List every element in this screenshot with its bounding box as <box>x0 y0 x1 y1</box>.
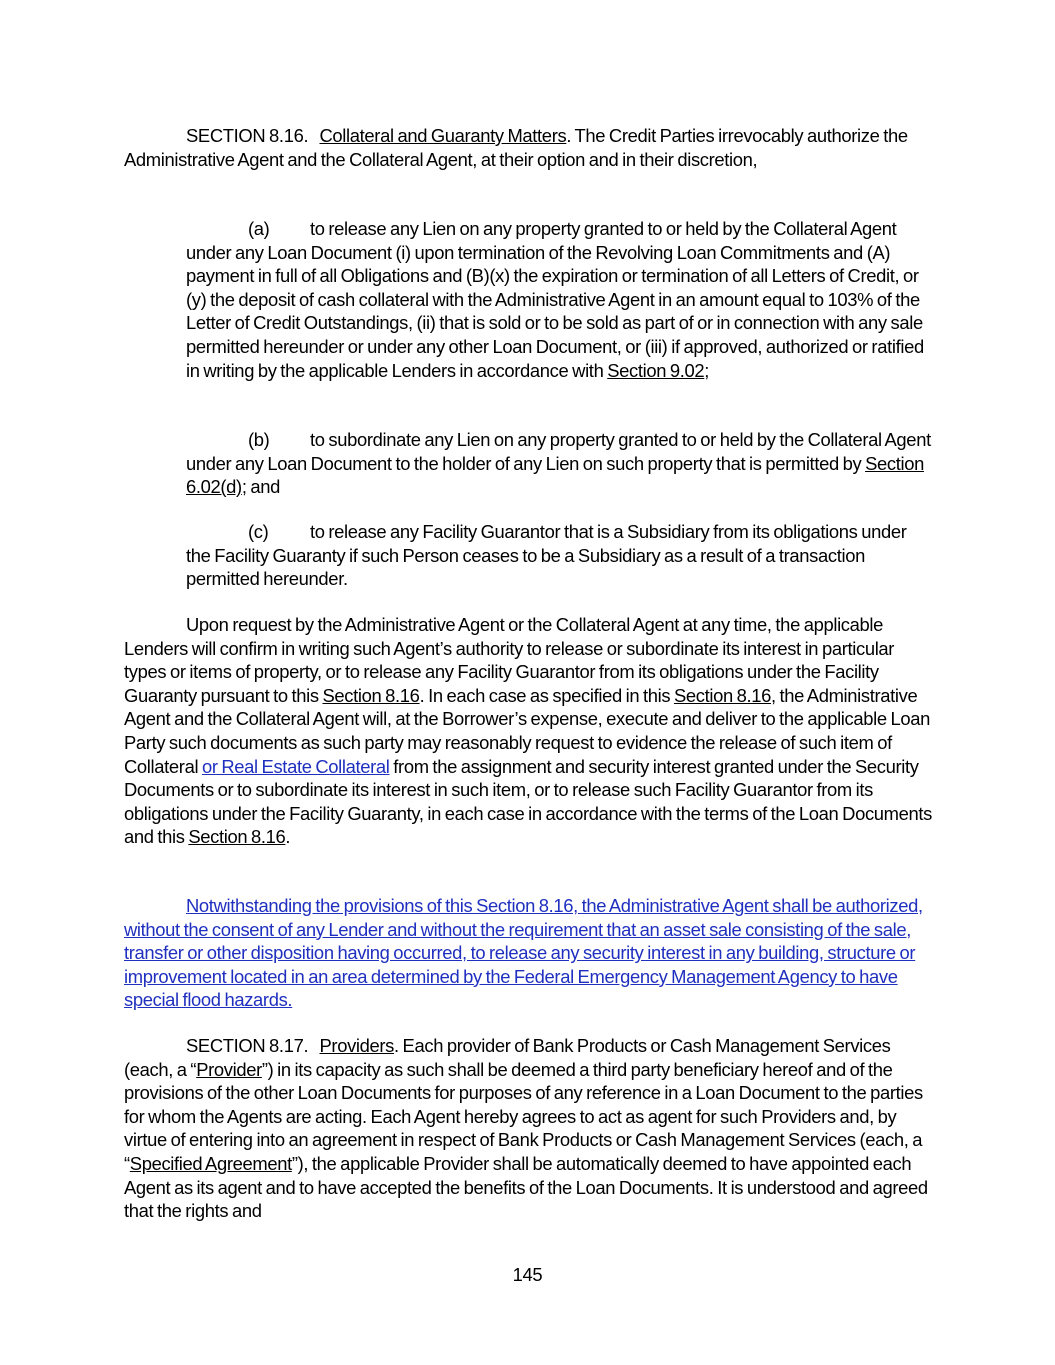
upon-text-1: Upon request by the Administrative Agent or the Collateral Agent at any time, the applicable Lenders will confirm in writing such Agent’s authority to release or subordinate its interest in particular types or items of property, or to release any Facility Guarantor from its obligations under the Facility Guaranty pursuant to this <box>124 614 895 706</box>
section-8-17-text-1: . Each provider of Bank Products or Cash Management Services (each, a “ <box>124 1035 891 1080</box>
defined-term-provider: Provider <box>196 1058 262 1080</box>
section-8-17-text-3: ”), the applicable Provider shall be automatically deemed to have appointed each Agent as its agent and to have accepted the benefits of the Loan Documents. It is understood and agreed that the rights and <box>124 1152 928 1222</box>
clause-c-label: (c) <box>248 521 269 542</box>
defined-term-specified-agreement: Specified Agreement <box>129 1152 292 1174</box>
section-8-16-number: SECTION 8.16. <box>186 125 309 146</box>
clause-a-text: to release any Lien on any property granted to or held by the Collateral Agent under any Loan Document (i) upon termination of the Revolving Loan Commitments and (A) payment in full of all Obligations and (B)(x) the expiration or termination of all Letters of Credit, or (y) the deposit of cash collateral with the Administrative Agent in an amount equal to 103% of the Letter of Credit Outstandings, (ii) that is sold or to be sold as part of or in connection with any sale permitted hereunder or under any other Loan Document, or (iii) if approved, authorized or ratified in writing by the applicable Lenders in accordance with <box>186 218 924 381</box>
clause-a-tail: ; <box>704 359 710 381</box>
upon-request-paragraph <box>124 613 936 849</box>
inserted-notwithstanding-text: Notwithstanding the provisions of this Section 8.16, the Administrative Agent shall be authorized, without the consent of any Lender and without the requirement that an asset sale consisting of the sale, transfer or other disposition having occurred, to release any security interest in any building, structure or improvement located in an area determined by the Federal Emergency Management Agency to have special flood hazards. <box>124 895 923 1011</box>
clause-a-reference: Section 9.02 <box>607 359 705 381</box>
upon-reference-2: Section 8.16 <box>673 684 771 706</box>
clause-b-tail: ; and <box>241 476 280 498</box>
upon-text-5: . <box>285 826 291 848</box>
notwithstanding-paragraph <box>124 894 936 1012</box>
section-8-16-paragraph <box>124 124 936 171</box>
upon-text-4: from the assignment and security interest granted under the Security Documents or to subordinate its interest in such item, or to release such Facility Guarantor from its obligations under the Facility Guaranty, in each case in accordance with the terms of the Loan Documents and this <box>124 755 933 848</box>
inserted-text-real-estate: or Real Estate Collateral <box>201 755 390 777</box>
clause-a-label: (a) <box>248 218 270 239</box>
clause-a <box>186 217 931 382</box>
section-8-16-intro: . The Credit Parties irrevocably authorize the Administrative Agent and the Collateral Agent, at their option and in their discretion, <box>124 125 908 170</box>
clause-b-label: (b) <box>248 429 270 450</box>
section-8-17-number: SECTION 8.17. <box>186 1035 309 1056</box>
upon-text-3: , the Administrative Agent and the Collateral Agent will, at the Borrower’s expense, execute and deliver to the applicable Loan Party such documents as such party may reasonably request to evidence the release of such item of Collateral <box>124 684 931 777</box>
section-8-16-title: Collateral and Guaranty Matters <box>319 125 567 146</box>
upon-reference-1: Section 8.16 <box>322 684 420 706</box>
upon-reference-3: Section 8.16 <box>188 826 286 848</box>
clause-b <box>186 428 931 499</box>
page-number: 145 <box>512 1264 543 1285</box>
upon-text-2: . In each case as specified in this <box>419 684 674 706</box>
clause-b-reference: Section 6.02(d) <box>186 452 924 498</box>
clause-b-text: to subordinate any Lien on any property granted to or held by the Collateral Agent under any Loan Document to the holder of any Lien on such property that is permitted by <box>186 429 931 474</box>
clause-c-text: to release any Facility Guarantor that is a Subsidiary from its obligations under the Facility Guaranty if such Person ceases to be a Subsidiary as a result of a transaction permitted hereunder. <box>186 521 907 590</box>
section-8-17-title: Providers <box>319 1035 395 1056</box>
clause-c <box>186 520 931 591</box>
section-8-17-paragraph <box>124 1034 936 1223</box>
section-8-17-text-2: ”) in its capacity as such shall be deemed a third party beneficiary hereof and of the provisions of the other Loan Documents for purposes of any reference in a Loan Document to the parties for whom the Agents are acting. Each Agent hereby agrees to act as agent for such Providers and, by virtue of entering into an agreement in respect of Bank Products or Cash Management Services (each, a “ <box>124 1058 923 1174</box>
